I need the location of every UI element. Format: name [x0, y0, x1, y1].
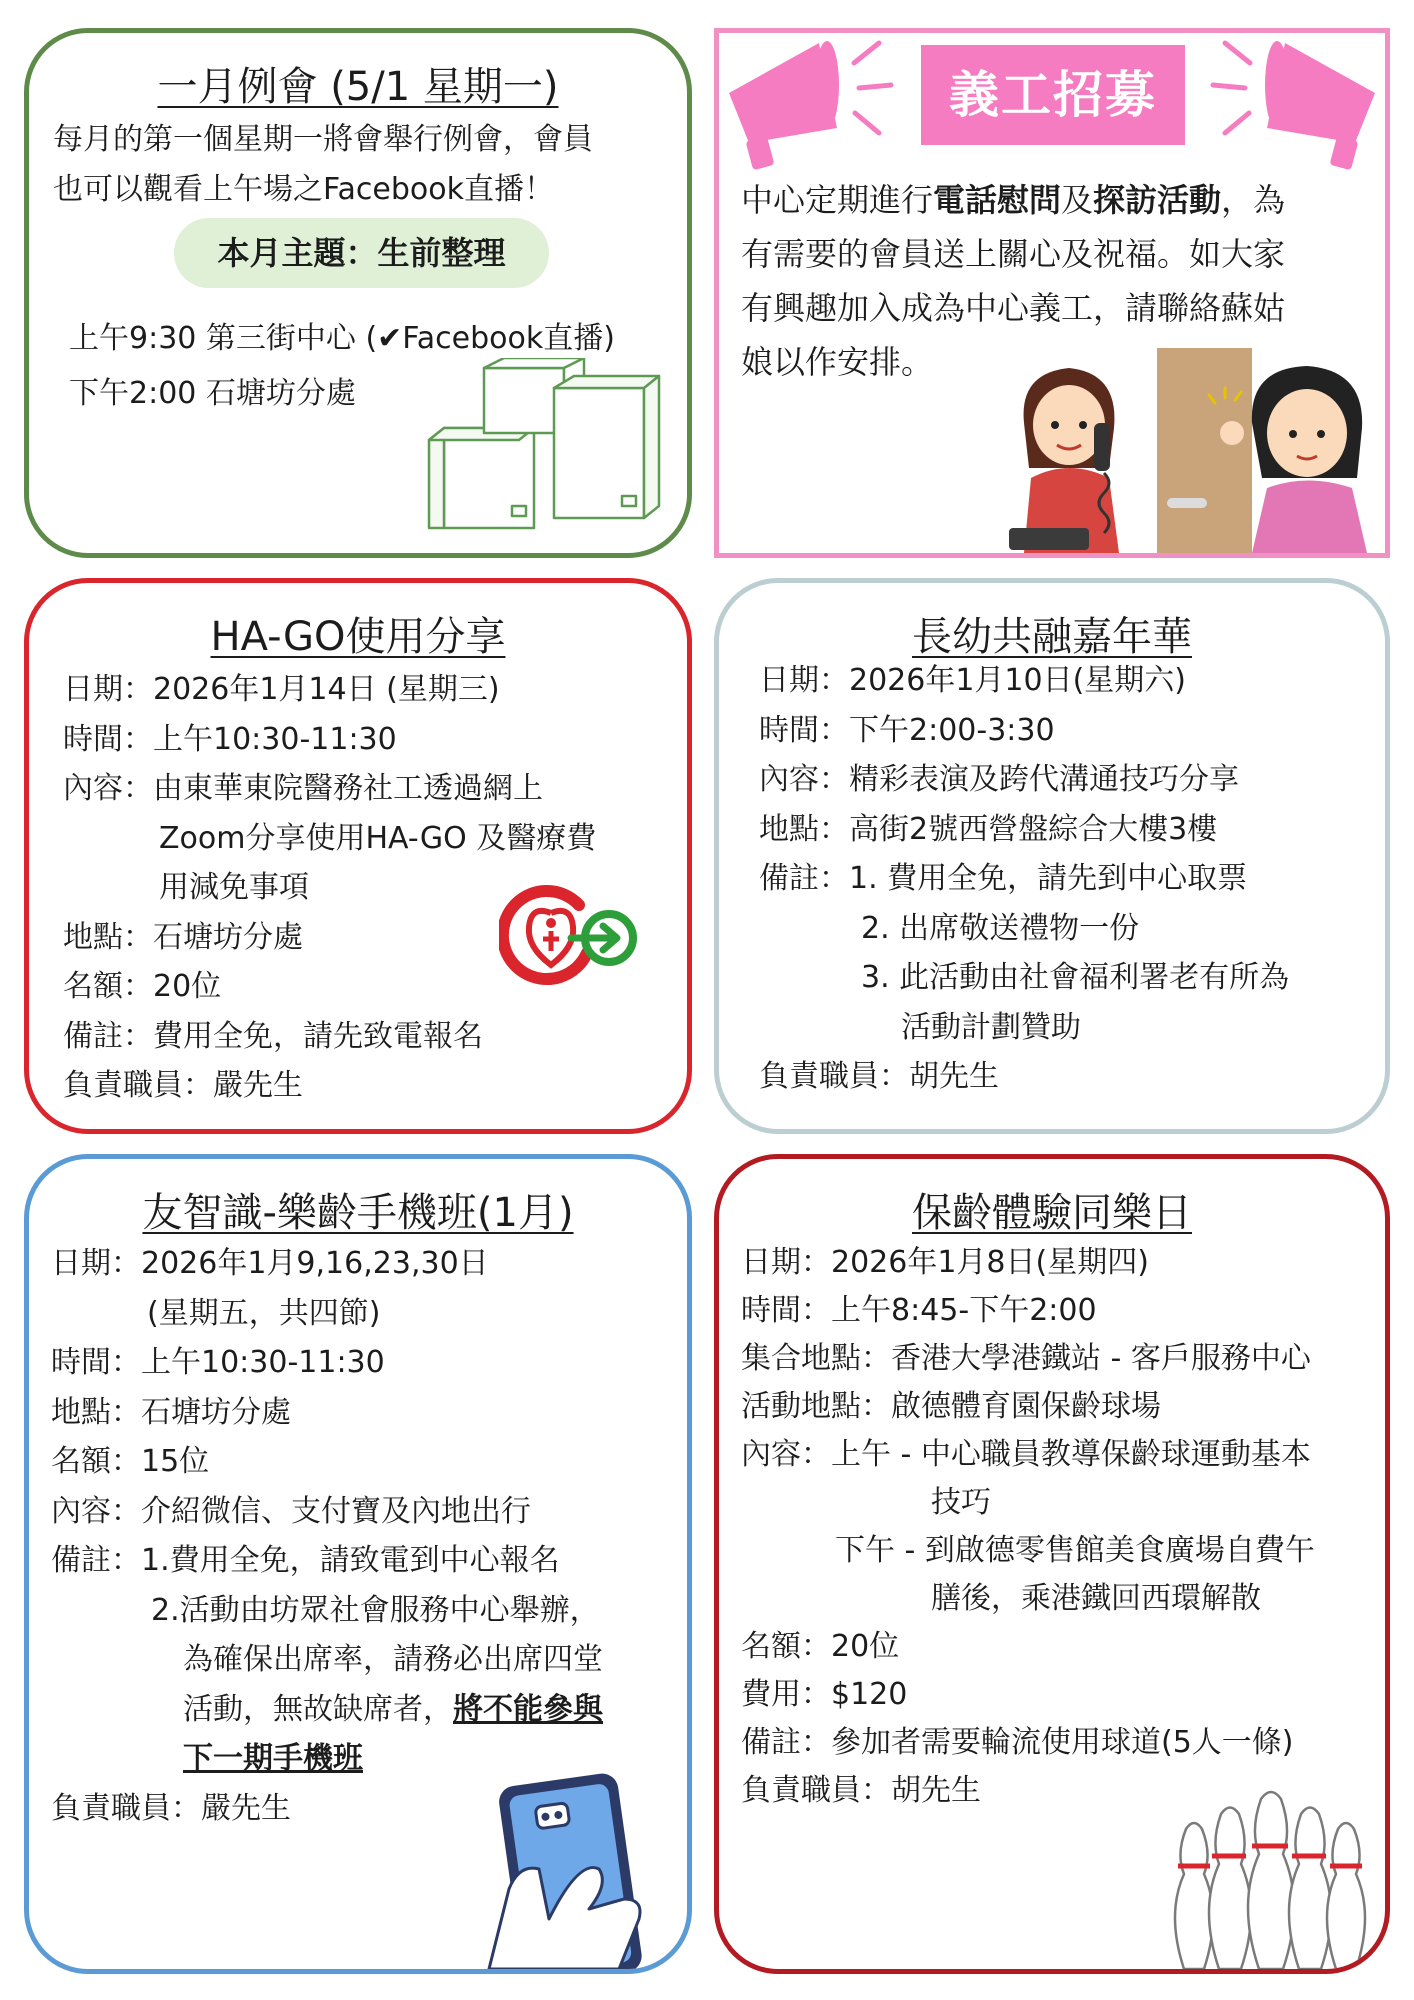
phone-class-date: 日期：2026年1月9,16,23,30日 — [51, 1246, 489, 1281]
bowling-pins-icon — [1164, 1784, 1374, 1974]
carnival-remark: 3. 此活動由社會福利署老有所為 — [861, 960, 1290, 995]
door-knock-illustration — [1157, 348, 1377, 553]
meeting-title: 一月例會 (5/1 星期一) — [157, 64, 559, 110]
volunteer-recruitment-card — [714, 28, 1390, 558]
bowling-fee: 費用：$120 — [741, 1677, 908, 1712]
meeting-intro-line: 每月的第一個星期一將會舉行例會，會員 — [53, 122, 593, 157]
carnival-remark: 備註：1. 費用全免，請先到中心取票 — [759, 861, 1248, 896]
bowling-content: 技巧 — [931, 1485, 991, 1520]
bowling-details — [741, 1239, 1315, 1815]
volunteer-badge: 義工招募 — [921, 45, 1185, 145]
phone-class-remark: 為確保出席率，請務必出席四堂 — [183, 1642, 603, 1677]
carnival-card — [714, 578, 1390, 1134]
phone-class-card — [24, 1154, 692, 1974]
phone-class-remark: 2.活動由坊眾社會服務中心舉辦， — [151, 1592, 600, 1628]
carnival-details — [759, 656, 1289, 1102]
carnival-content: 內容：精彩表演及跨代溝通技巧分享 — [759, 762, 1239, 797]
meeting-session: 下午2:00 石塘坊分處 — [69, 376, 356, 411]
bowling-content: 下午 - 到啟德零售館美食廣場自費午 — [835, 1533, 1315, 1568]
bowling-staff: 負責職員：胡先生 — [741, 1773, 981, 1808]
hago-staff: 負責職員：嚴先生 — [63, 1068, 303, 1103]
carnival-staff: 負責職員：胡先生 — [759, 1059, 999, 1094]
phone-class-quota: 名額：15位 — [51, 1444, 210, 1479]
hago-content: Zoom分享使用HA-GO 及醫療費 — [159, 820, 597, 856]
meeting-session: 上午9:30 第三街中心 (✔Facebook直播) — [69, 321, 615, 356]
hago-venue: 地點：石塘坊分處 — [63, 919, 303, 955]
volunteer-line: 有興趣加入成為中心義工，請聯絡蘇姑 — [741, 289, 1286, 327]
megaphone-icon — [719, 33, 899, 173]
meeting-theme-pill: 本月主題：生前整理 — [174, 218, 549, 288]
phone-class-warning: 下一期手機班 — [183, 1741, 363, 1776]
carnival-remark: 活動計劃贊助 — [901, 1009, 1081, 1045]
hago-logo-icon — [499, 883, 639, 993]
bowling-quota: 名額：20位 — [741, 1629, 900, 1664]
megaphone-icon — [1205, 33, 1385, 173]
bowling-remarks: 備註：參加者需要輪流使用球道(5人一條) — [741, 1725, 1294, 1760]
carnival-remark: 2. 出席敬送禮物一份 — [861, 910, 1140, 946]
bowling-day-card — [714, 1154, 1390, 1974]
volunteer-text: 中心定期進行 — [741, 181, 934, 219]
phone-class-time: 時間：上午10:30-11:30 — [51, 1345, 385, 1380]
hago-time: 時間：上午10:30-11:30 — [63, 721, 397, 757]
volunteer-text: 及 — [1061, 181, 1094, 219]
bowling-meeting-point: 集合地點：香港大學港鐵站 - 客戶服務中心 — [741, 1341, 1311, 1376]
volunteer-line: 有需要的會員送上關心及祝福。如大家 — [741, 235, 1286, 273]
phone-class-warning: 將不能參與 — [453, 1691, 603, 1727]
phone-class-staff: 負責職員：嚴先生 — [51, 1790, 291, 1826]
phone-class-remark: 備註：1.費用全免，請致電到中心報名 — [51, 1543, 560, 1578]
phone-class-date-note: (星期五，共四節) — [147, 1295, 381, 1331]
hago-title: HA-GO使用分享 — [210, 614, 506, 660]
volunteer-text: ，為 — [1221, 181, 1286, 219]
volunteer-line: 娘以作安排。 — [741, 343, 934, 381]
phone-class-content: 內容：介紹微信、支付寶及內地出行 — [51, 1493, 531, 1529]
bowling-date: 日期：2026年1月8日(星期四) — [741, 1245, 1149, 1280]
bowling-venue: 活動地點：啟德體育園保齡球場 — [741, 1389, 1161, 1424]
carnival-date: 日期：2026年1月10日(星期六) — [759, 663, 1187, 698]
hago-sharing-card — [24, 578, 692, 1134]
carnival-time: 時間：下午2:00-3:30 — [759, 712, 1055, 748]
phone-class-remark — [51, 1685, 603, 1735]
hago-remarks: 備註：費用全免，請先致電報名 — [63, 1018, 483, 1054]
volunteer-highlight: 探訪活動 — [1093, 181, 1222, 219]
smartphone-hand-illustration — [449, 1769, 689, 1969]
bowling-time: 時間：上午8:45-下午2:00 — [741, 1293, 1097, 1328]
bowling-title: 保齡體驗同樂日 — [912, 1190, 1192, 1236]
hago-content: 用減免事項 — [159, 870, 309, 905]
meeting-intro — [53, 115, 593, 215]
volunteer-line — [741, 173, 1285, 227]
hago-quota: 名額：20位 — [63, 969, 222, 1004]
bowling-content: 膳後，乘港鐵回西環解散 — [931, 1581, 1261, 1616]
phone-class-details — [51, 1239, 603, 1833]
phone-class-remark-text: 活動，無故缺席者， — [183, 1691, 453, 1727]
carnival-title: 長幼共融嘉年華 — [912, 614, 1192, 660]
meeting-intro-line: 也可以觀看上午場之Facebook直播！ — [53, 172, 554, 207]
phone-call-illustration — [1009, 353, 1139, 553]
boxes-illustration — [424, 358, 664, 538]
hago-content: 內容：由東華東院醫務社工透過網上 — [63, 771, 543, 806]
bowling-content: 內容：上午 - 中心職員教導保齡球運動基本 — [741, 1437, 1311, 1472]
volunteer-highlight: 電話慰問 — [933, 181, 1062, 219]
monthly-meeting-card — [24, 28, 692, 558]
carnival-venue: 地點：高街2號西營盤綜合大樓3樓 — [759, 811, 1218, 847]
phone-class-title: 友智識-樂齡手機班(1月) — [142, 1190, 574, 1236]
phone-class-venue: 地點：石塘坊分處 — [51, 1394, 291, 1430]
hago-date: 日期：2026年1月14日 (星期三) — [63, 672, 500, 707]
